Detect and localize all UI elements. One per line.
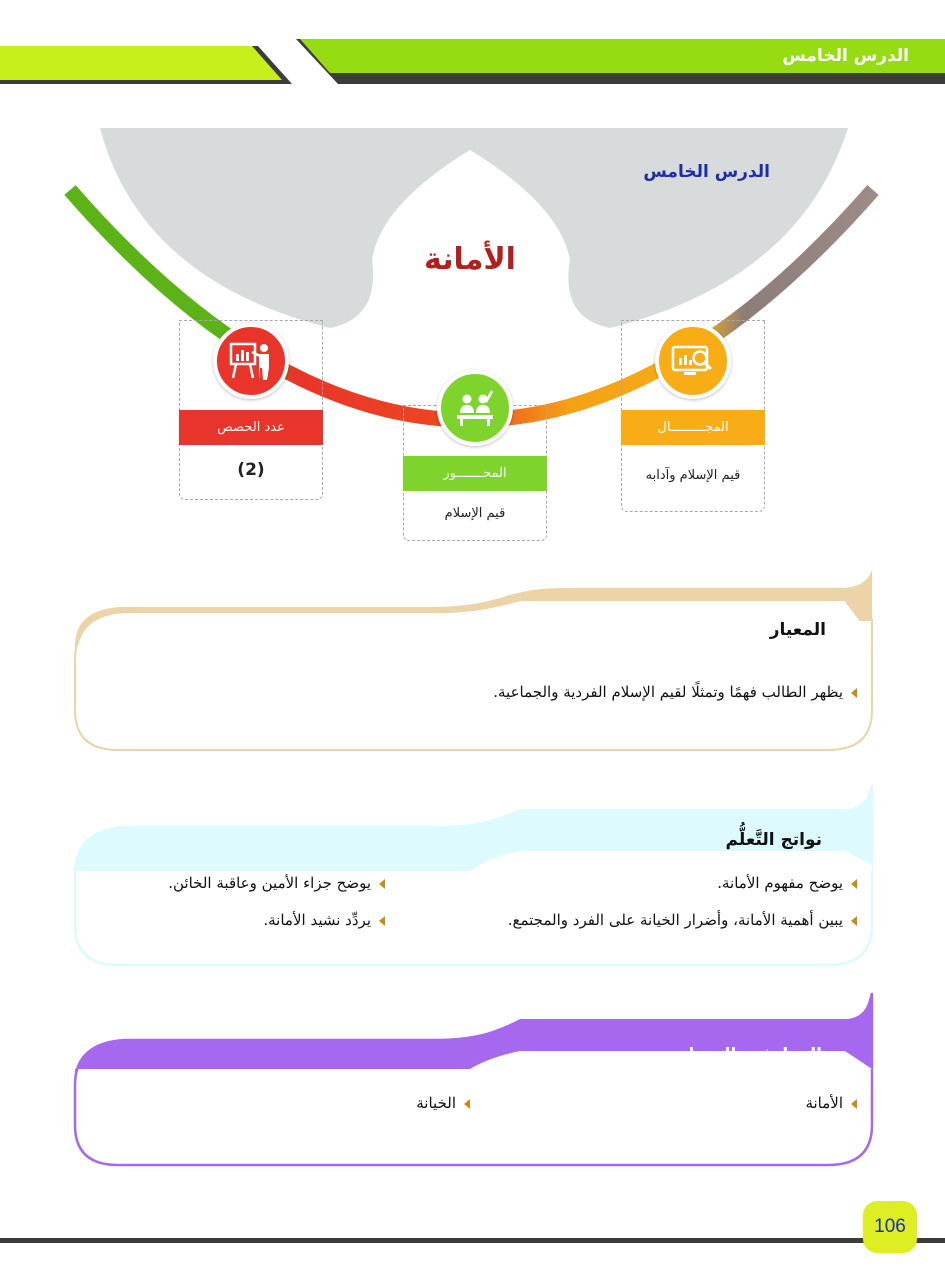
outcomes-item-text: يبين أهمية الأمانة، وأضرار الخيانة على الفرد والمجتمع. (507, 911, 843, 929)
standard-item-text: يظهر الطالب فهمًا وتمثلًا لقيم الإسلام الفردية والجماعية. (493, 683, 843, 701)
outcomes-item-4 (263, 911, 385, 929)
knowledge-item-2 (416, 1094, 470, 1112)
bullet-icon (379, 916, 385, 926)
header-lesson-label: الدرس الخامس (782, 46, 909, 66)
bullet-icon (851, 879, 857, 889)
bullet-icon (851, 916, 857, 926)
bullet-icon (851, 1099, 857, 1109)
monitor-search-icon (670, 338, 716, 384)
outcomes-item-text: يوضح جزاء الأمين وعاقبة الخائن. (168, 874, 371, 892)
bullet-icon (851, 688, 857, 698)
sessions-icon-circle (213, 323, 289, 399)
footer-line (0, 1238, 945, 1243)
outcomes-title: نواتج التَّعلُّم (725, 830, 822, 850)
knowledge-title: المعارف والخبرات (671, 1045, 822, 1065)
lesson-number: الدرس الخامس (643, 162, 770, 182)
domain-value: قيم الإسلام وآدابه (645, 468, 741, 483)
page-number: 106 (863, 1201, 917, 1253)
domain-icon-circle (655, 323, 731, 399)
axis-label: المحـــــــور (403, 456, 547, 491)
bullet-icon (464, 1099, 470, 1109)
standard-frame (0, 560, 945, 760)
students-group-icon (452, 385, 498, 431)
outcomes-item-3 (168, 874, 385, 892)
domain-label: المجـــــــــال (621, 410, 765, 445)
axis-icon-circle (437, 370, 513, 446)
sessions-value: (2) (237, 460, 265, 480)
axis-value: قيم الإسلام (444, 506, 506, 521)
standard-title: المعيار (769, 620, 826, 640)
outcomes-item-2 (508, 911, 857, 929)
knowledge-item-1 (805, 1094, 857, 1112)
sessions-label: عدد الحصص (179, 410, 323, 445)
lesson-title: الأمانة (424, 242, 516, 277)
knowledge-item-text: الخيانة (416, 1094, 456, 1112)
outcomes-item-text: يردِّد نشيد الأمانة. (263, 911, 371, 929)
outcomes-item-text: يوضح مفهوم الأمانة. (717, 874, 843, 892)
outcomes-item-1 (717, 874, 857, 892)
bullet-icon (379, 879, 385, 889)
knowledge-frame (0, 985, 945, 1175)
knowledge-item-text: الأمانة (805, 1094, 843, 1112)
presenter-board-icon (228, 338, 274, 384)
standard-item (493, 683, 857, 701)
